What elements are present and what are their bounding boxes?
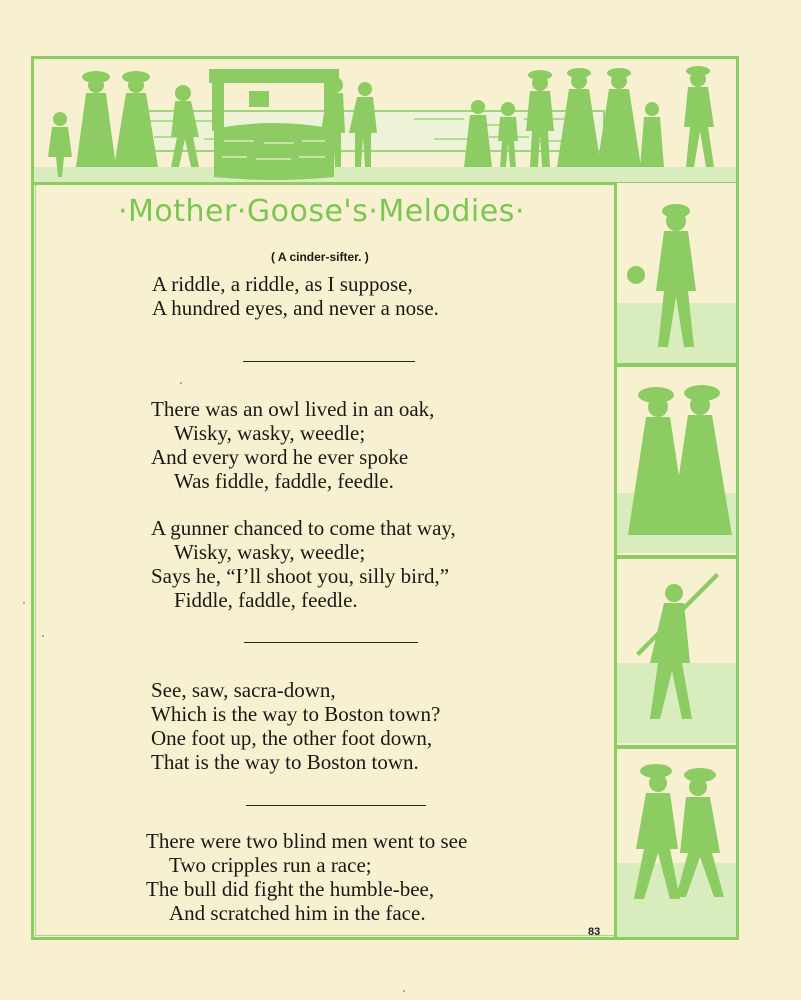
- side-illustration-strip: [616, 183, 736, 937]
- banner-illustration: [34, 59, 736, 183]
- poem-line: A hundred eyes, and never a nose.: [152, 296, 439, 320]
- poem-line: There were two blind men went to see: [146, 829, 468, 853]
- poem-gunner: [151, 516, 456, 612]
- section-divider: [243, 361, 415, 362]
- poem-line: And scratched him in the face.: [169, 901, 426, 925]
- poem-line: See, saw, sacra-down,: [151, 678, 336, 702]
- poem-line: Which is the way to Boston town?: [151, 702, 441, 726]
- poem-line: A riddle, a riddle, as I suppose,: [152, 272, 413, 296]
- poem-riddle: [152, 272, 439, 320]
- poem-line: Wisky, wasky, weedle;: [174, 421, 366, 445]
- page-title: ·Mother·Goose's·Melodies·: [118, 194, 525, 229]
- poem-line: Two cripples run a race;: [169, 853, 372, 877]
- poem-blind-men: [146, 829, 467, 925]
- poem-see-saw: [151, 678, 440, 774]
- poem-line: The bull did fight the humble-bee,: [146, 877, 435, 901]
- poem-line: Wisky, wasky, weedle;: [174, 540, 366, 564]
- riddle-answer-note: ( A cinder-sifter. ): [271, 250, 369, 264]
- page-number: 83: [588, 926, 601, 938]
- poem-line: Was fiddle, faddle, feedle.: [174, 469, 394, 493]
- poem-line: A gunner chanced to come that way,: [151, 516, 456, 540]
- section-divider: [246, 805, 426, 806]
- poem-line: That is the way to Boston town.: [151, 750, 419, 774]
- side-strip-divider: [614, 183, 617, 937]
- poem-line: Fiddle, faddle, feedle.: [174, 588, 358, 612]
- poem-line: Says he, “I’ll shoot you, silly bird,”: [151, 564, 450, 588]
- poem-line: One foot up, the other foot down,: [151, 726, 433, 750]
- section-divider: [244, 642, 418, 643]
- poem-line: And every word he ever spoke: [151, 445, 409, 469]
- poem-line: There was an owl lived in an oak,: [151, 397, 435, 421]
- poem-owl: [151, 397, 434, 493]
